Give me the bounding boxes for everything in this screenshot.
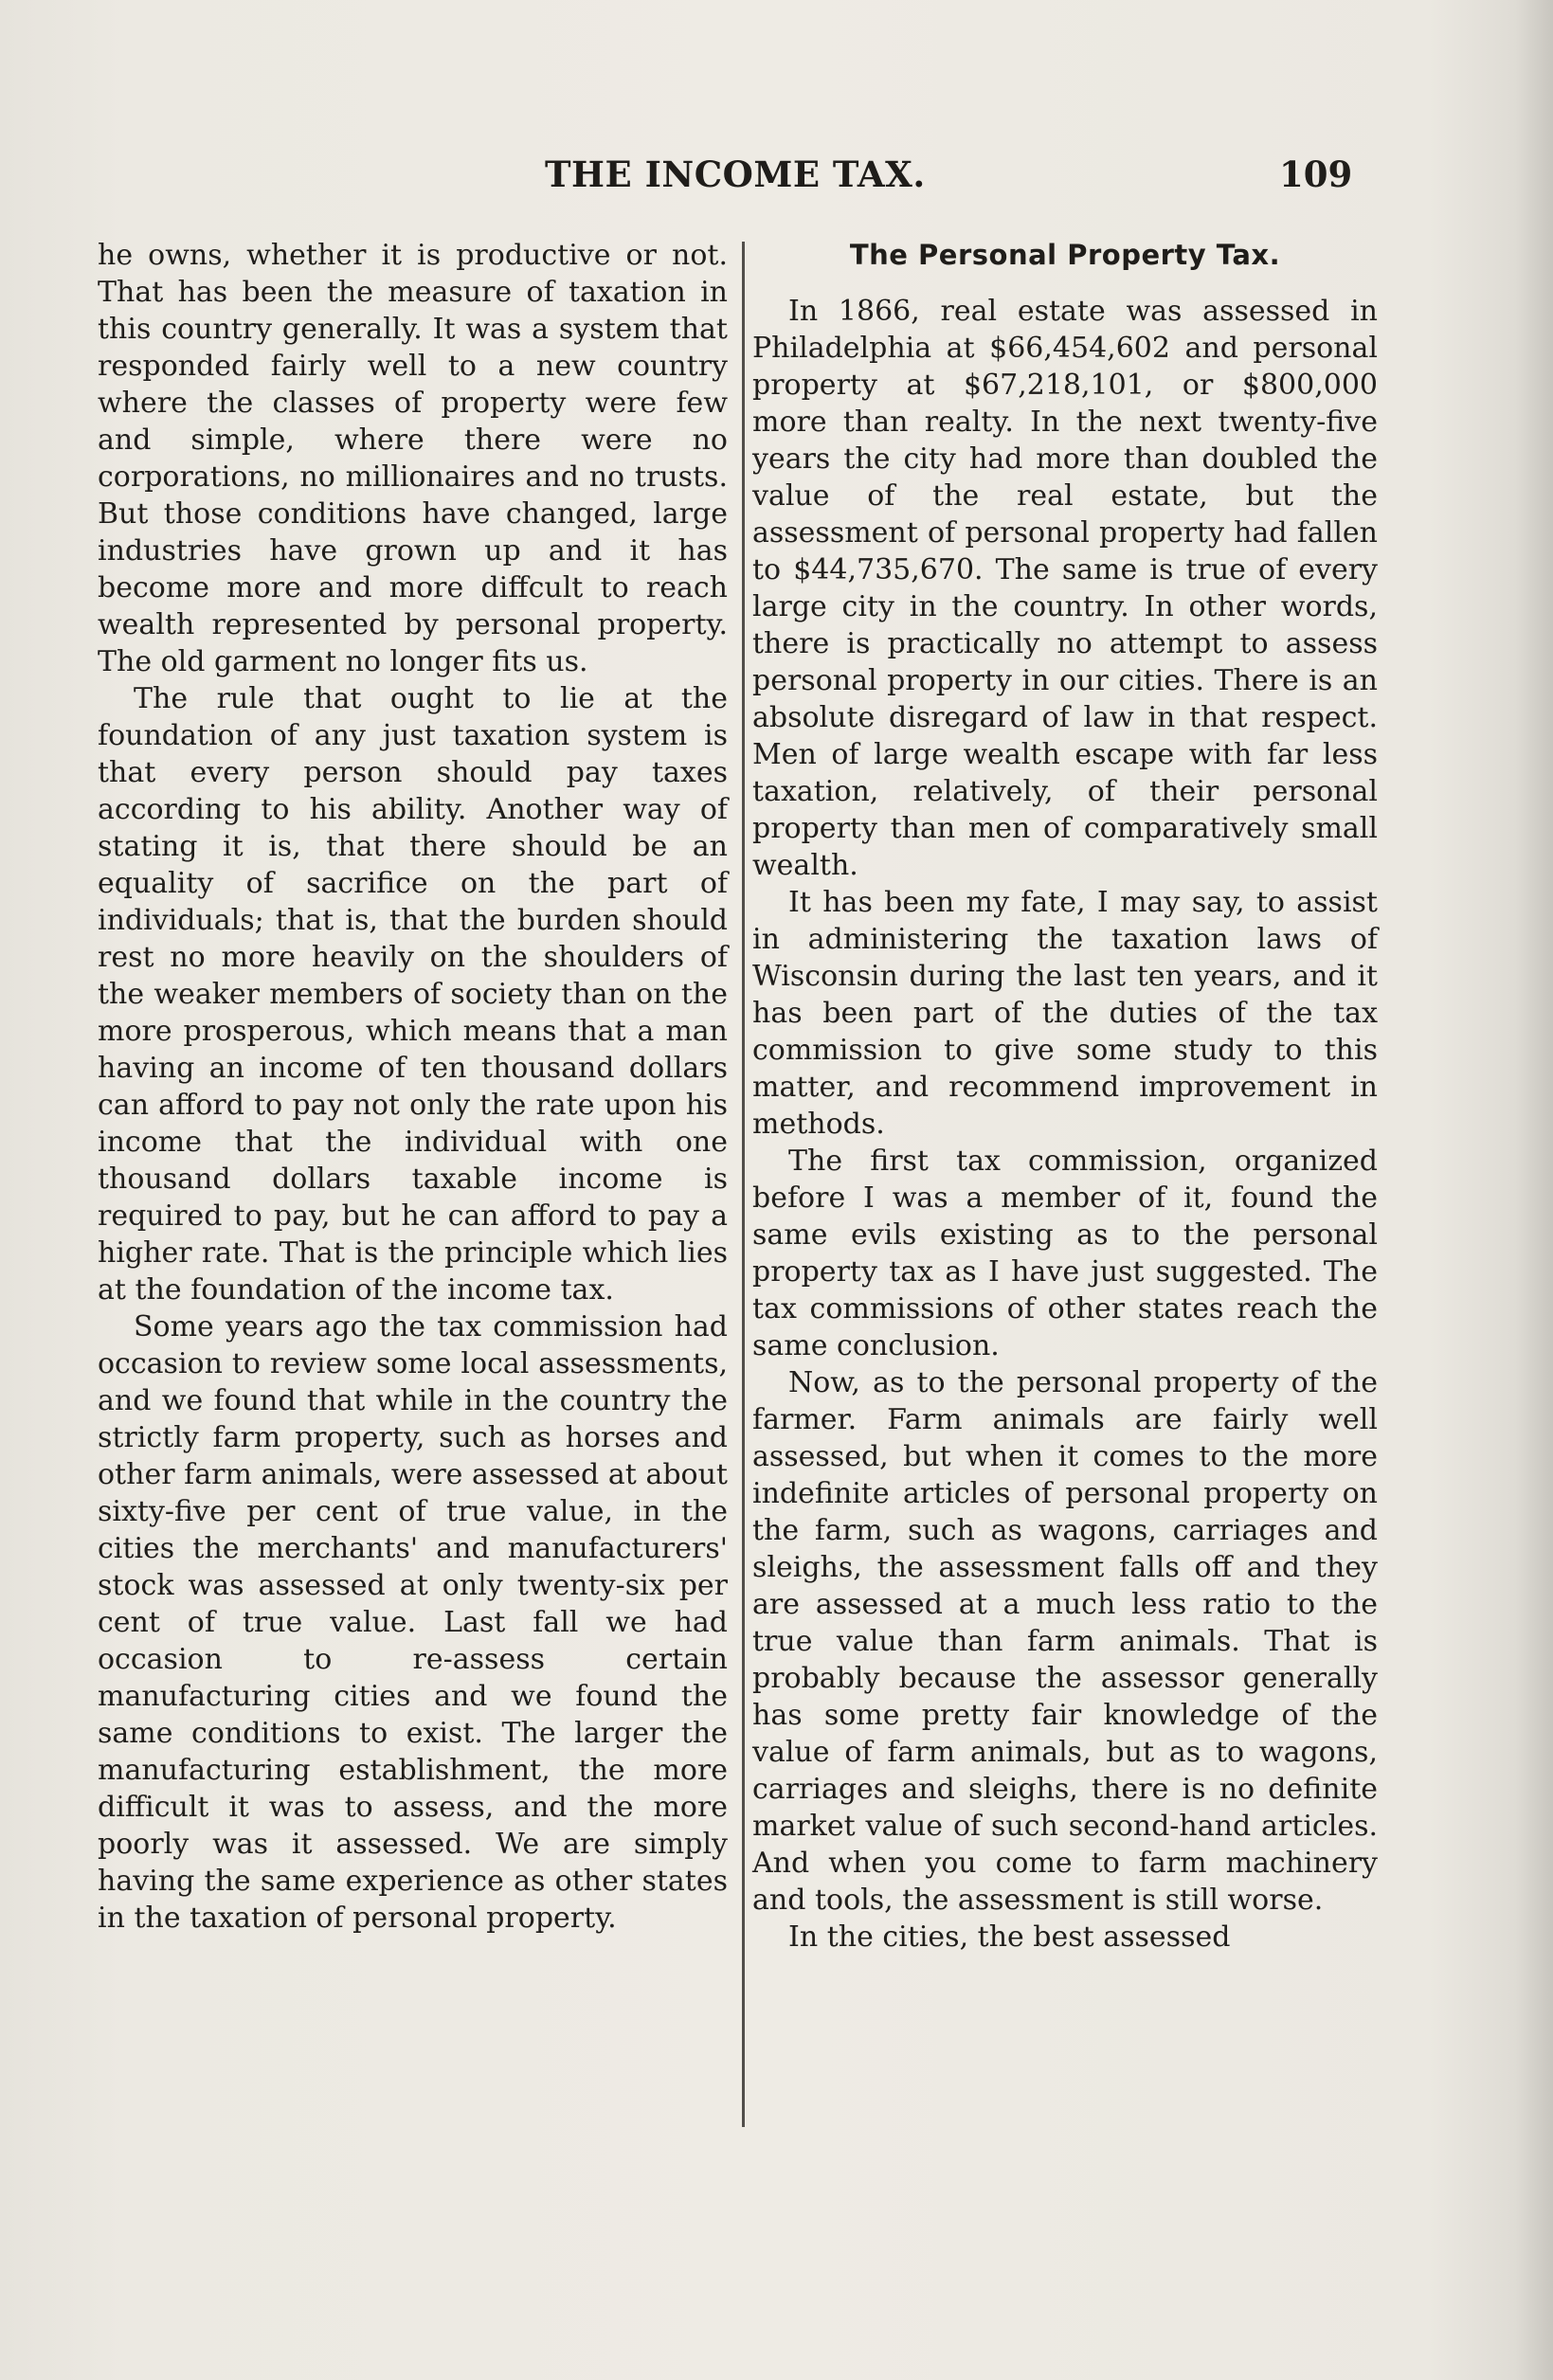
paragraph: Now, as to the personal property of the farmer. Farm animals are fairly well assessed, but when it comes to the more indefinite articles of personal property on the farm, such as wagons, carriages and sleighs, the assessment falls off and they are assessed at a much less ratio to the true value than farm animals. That is probably because the assessor generally has some pretty fair knowledge of the value of farm animals, but as to wagons, carriages and sleighs, there is no definite market value of such second-hand articles. And when you come to farm machinery and tools, the assessment is still worse. — [752, 1366, 1378, 1917]
right-column — [741, 237, 1378, 1956]
paragraph: In the cities, the best assessed — [788, 1920, 1231, 1954]
page-edge-shadow — [1515, 0, 1553, 2380]
paragraph: he owns, whether it is productive or not. That has been the measure of taxation in this country generally. It was a system that responded fairly well to a new country where the classes of property were few and simple, where there were no corporations, no millionaires and no trusts. But those conditions have changed, large industries have grown up and it has become more and more diffcult to reach wealth represented by personal property. The old garment no longer fits us. — [98, 239, 728, 678]
running-title: THE INCOME TAX. — [545, 153, 926, 195]
paragraph: It has been my fate, I may say, to assist in administering the taxation laws of Wisconsin during the last ten years, and it has been part of the duties of the tax commission to give some study to this matter, and recommend improvement in methods. — [752, 886, 1378, 1141]
page-number: 109 — [1279, 153, 1353, 195]
paragraph: The rule that ought to lie at the foundation of any just taxation system is that every person should pay taxes according to his ability. Another way of stating it is, that there should be an equality of sacrifice on the part of individuals; that is, that the burden should rest no more heavily on the shoulders of the weaker members of society than on the more prosperous, which means that a man having an income of ten thousand dollars can afford to pay not only the rate upon his income that the individual with one thousand dollars taxable income is required to pay, but he can afford to pay a higher rate. That is the principle which lies at the foundation of the income tax. — [98, 682, 728, 1307]
paragraph: Some years ago the tax commission had occasion to review some local assessments, and we found that while in the country the strictly farm property, such as horses and other farm animals, were assessed at about sixty-five per cent of true value, in the cities the merchants' and manufacturers' stock was assessed at only twenty-six per cent of true value. Last fall we had occasion to re-assess certain manufacturing cities and we found the same conditions to exist. The larger the manufacturing establishment, the more difficult it was to assess, and the more poorly was it assessed. We are simply having the same experience as other states in the taxation of personal property. — [98, 1310, 728, 1935]
paragraph: The first tax commission, organized before I was a member of it, found the same evils existing as to the personal property tax as I have just suggested. The tax commissions of other states reach the same conclusion. — [752, 1145, 1378, 1362]
running-head — [0, 153, 1553, 201]
section-heading: The Personal Property Tax. — [849, 239, 1281, 271]
left-column — [98, 237, 728, 1937]
paragraph: In 1866, real estate was assessed in Philadelphia at $66,454,602 and personal property at $67,218,101, or $800,000 more than realty. In the next twenty-five years the city had more than doubled the value of the real estate, but the assessment of personal property had fallen to $44,735,670. The same is true of every large city in the country. In other words, there is practically no attempt to assess personal property in our cities. There is an absolute disregard of law in that respect. Men of large wealth escape with far less taxation, relatively, of their personal property than men of comparatively small wealth. — [752, 295, 1378, 882]
